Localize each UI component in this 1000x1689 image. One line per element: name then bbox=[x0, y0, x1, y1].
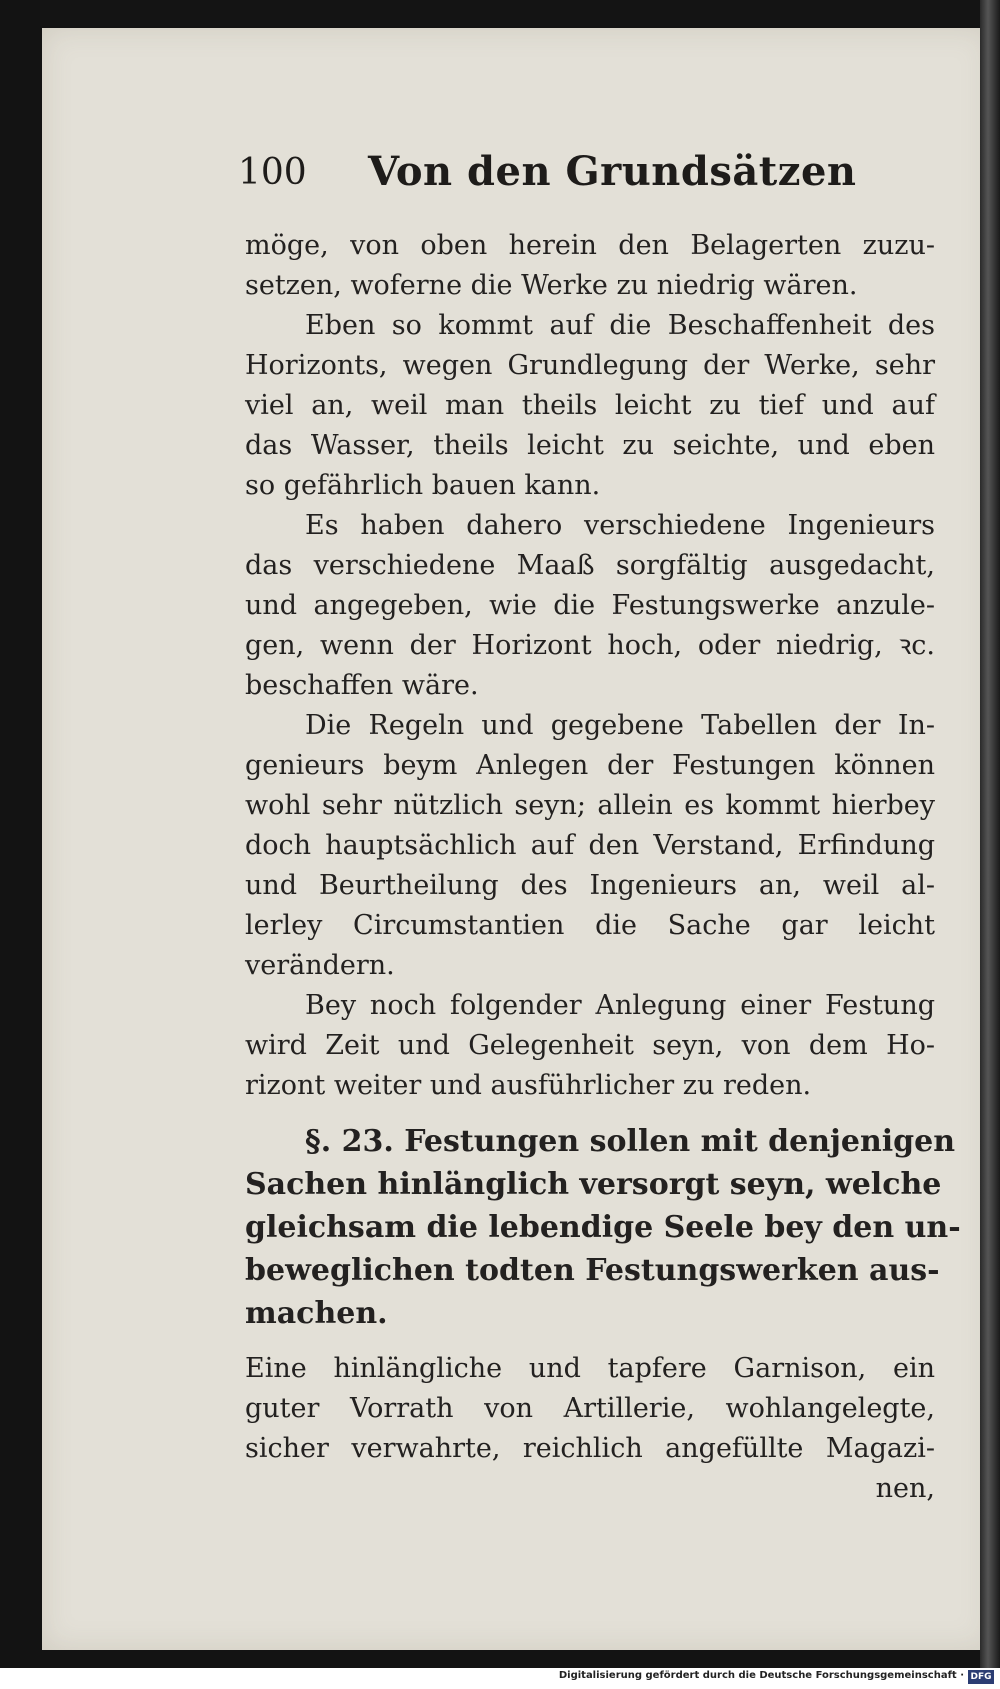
text-line: so gefährlich bauen kann. bbox=[245, 470, 601, 501]
paragraph-gap bbox=[245, 1106, 935, 1120]
heading-line: machen. bbox=[245, 1296, 388, 1331]
text-line: genieurs beym Anlegen der Festungen können bbox=[245, 750, 935, 781]
heading-line: §. 23. Festungen sollen mit denjenigen bbox=[305, 1124, 956, 1159]
funding-credit: Digitalisierung gefördert durch die Deutsche Forschungsgemeinschaft · bbox=[558, 1670, 964, 1681]
text-line: wohl sehr nützlich seyn; allein es kommt hierbey bbox=[245, 790, 935, 821]
scan-top-shadow bbox=[40, 0, 985, 26]
text-line: Horizonts, wegen Grundlegung der Werke, sehr bbox=[245, 350, 935, 381]
text-line: das verschiedene Maaß sorgfältig ausgedacht, bbox=[245, 550, 935, 581]
digitization-footer bbox=[0, 1668, 1000, 1689]
text-line: sicher verwahrte, reichlich angefüllte Magazi- bbox=[245, 1433, 935, 1464]
heading-line: gleichsam die lebendige Seele bey den un- bbox=[245, 1210, 961, 1245]
text-line: Bey noch folgender Anlegung einer Festung bbox=[305, 990, 935, 1021]
text-line: guter Vorrath von Artillerie, wohlangelegte, bbox=[245, 1393, 935, 1424]
text-line: gen, wenn der Horizont hoch, oder niedrig, ꝛc. bbox=[245, 630, 935, 661]
text-line: Eine hinlängliche und tapfere Garnison, ein bbox=[245, 1353, 935, 1384]
page-number: 100 bbox=[238, 152, 307, 193]
text-line: rizont weiter und ausführlicher zu reden. bbox=[245, 1070, 812, 1101]
text-line: und angegeben, wie die Festungswerke anzule- bbox=[245, 590, 935, 621]
text-line: möge, von oben herein den Belagerten zuzu- bbox=[245, 230, 935, 261]
text-line: und Beurtheilung des Ingenieurs an, weil al- bbox=[245, 870, 935, 901]
heading-line: Sachen hinlänglich versorgt seyn, welche bbox=[245, 1167, 942, 1202]
body-text bbox=[245, 226, 961, 1509]
heading-line: beweglichen todten Festungswerken aus- bbox=[245, 1253, 940, 1288]
section-heading bbox=[245, 1120, 961, 1335]
text-line: Es haben dahero verschiedene Ingenieurs bbox=[305, 510, 935, 541]
text-line: Die Regeln und gegebene Tabellen der In- bbox=[305, 710, 935, 741]
dfg-logo: DFG bbox=[968, 1670, 994, 1684]
text-line: wird Zeit und Gelegenheit seyn, von dem Ho- bbox=[245, 1030, 935, 1061]
text-line: Eben so kommt auf die Beschaffenheit des bbox=[305, 310, 935, 341]
catchword: nen, bbox=[875, 1473, 935, 1504]
text-line: das Wasser, theils leicht zu seichte, und eben bbox=[245, 430, 935, 461]
page-header bbox=[238, 148, 938, 208]
text-line: doch hauptsächlich auf den Verstand, Erfindung bbox=[245, 830, 935, 861]
text-line: lerley Circumstantien die Sache gar leicht bbox=[245, 910, 935, 941]
text-line: viel an, weil man theils leicht zu tief und auf bbox=[245, 390, 935, 421]
page-edge bbox=[980, 0, 1000, 1668]
running-title: Von den Grundsätzen bbox=[368, 148, 857, 195]
text-line: beschaffen wäre. bbox=[245, 670, 479, 701]
text-line: verändern. bbox=[245, 950, 395, 981]
text-line: setzen, woferne die Werke zu niedrig wären. bbox=[245, 270, 858, 301]
paragraph-gap bbox=[245, 1335, 935, 1349]
